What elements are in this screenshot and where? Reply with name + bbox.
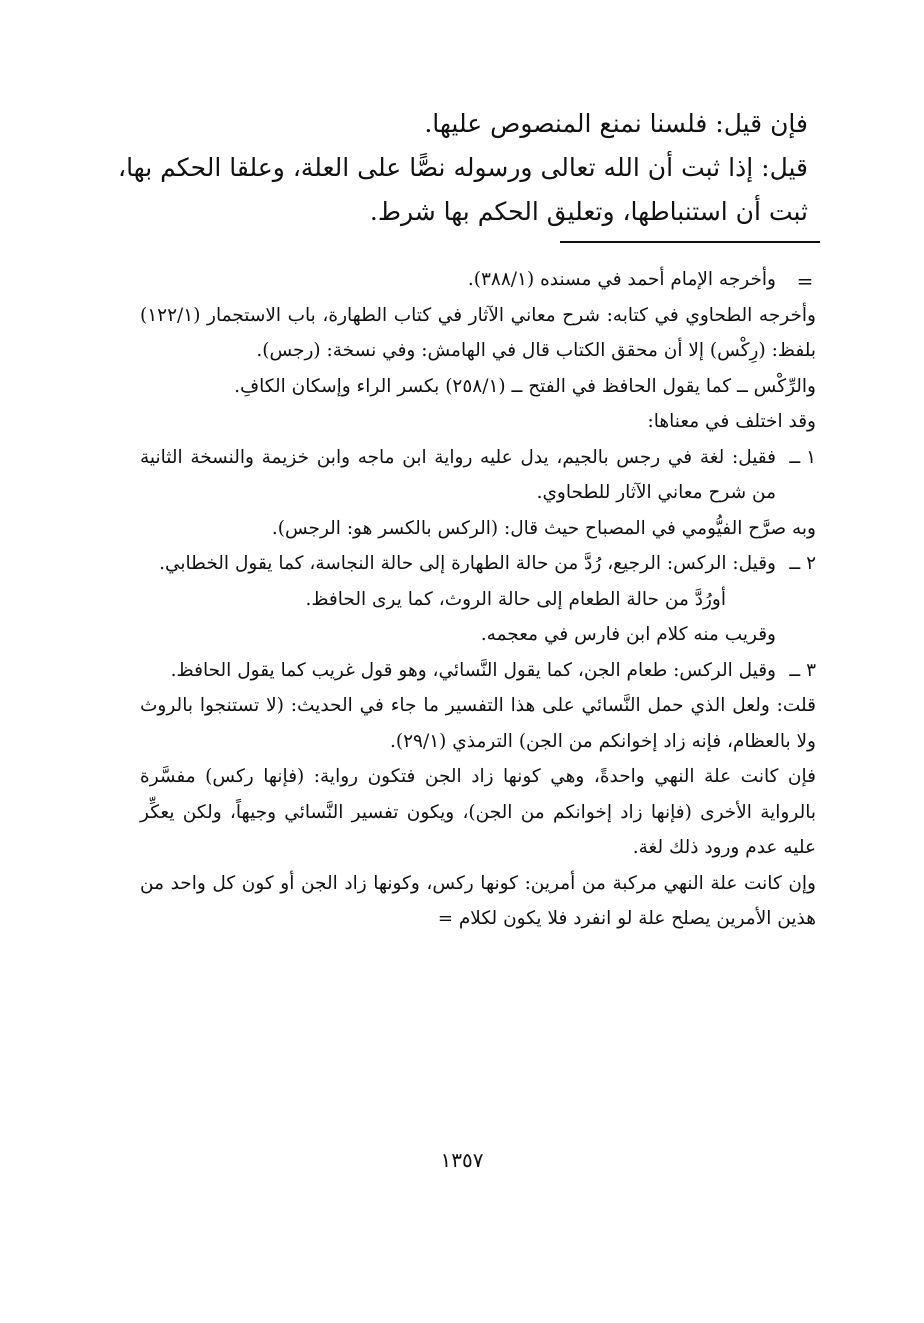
footnote-para-1: وأخرجه الإمام أحمد في مسنده (٣٨٨/١). [467, 269, 776, 290]
footnote-item-2 [140, 546, 816, 582]
footnote-separator [560, 241, 820, 243]
footnote-end-marker: = [437, 908, 453, 929]
footnote-para-6-text: وإن كانت علة النهي مركبة من أمرين: كونها ركس، وكونها زاد الجن أو كون كل واحد من هذين الأمرين يصلح علة لو انفرد فلا يكون لكلام [140, 872, 816, 929]
footnote-para-3: والرِّكْس ــ كما يقول الحافظ في الفتح ــ (٢٥٨/١) بكسر الراء وإسكان الكافِ. [234, 375, 816, 397]
main-text-line2: قيل: إذا ثبت أن الله تعالى ورسوله نصًّا على العلة، وعلقا الحكم بها، ثبت أن استنباطها، وتعليق الحكم بها شرط. [118, 153, 808, 226]
footnote-item-2-sub-1: أورُدَّ من حالة الطعام إلى حالة الروث، كما يرى الحافظ. [305, 588, 726, 610]
footnote-continuation-marker: = [796, 269, 814, 293]
footnote-item-1 [140, 440, 816, 511]
item-text: وقيل: الركس: الرجيع، رُدَّ من حالة الطهارة إلى حالة النجاسة، كما يقول الخطابي. [159, 553, 776, 574]
footnotes [140, 262, 816, 937]
footnote-para-4: وقد اختلف في معناها: [647, 411, 816, 432]
footnote-para-6 [140, 866, 816, 937]
item-text: فقيل: لغة في رجس بالجيم، يدل عليه رواية ابن ماجه وابن خزيمة والنسخة الثانية من شرح معاني الآثار للطحاوي. [140, 446, 776, 503]
item-number: ٢ ــ [789, 553, 816, 574]
item-number: ١ ــ [789, 446, 816, 468]
footnote-para-2: وأخرجه الطحاوي في كتابه: شرح معاني الآثار في كتاب الطهارة، باب الاستجمار (١٢٢/١) بلفظ: (رِكْس) إلا أن محقق الكتاب قال في الهامش: وفي نسخة: (رجس). [140, 304, 816, 361]
footnote-item-3-sub: قلت: ولعل الذي حمل النَّسائي على هذا التفسير ما جاء في الحديث: (لا تستنجوا بالروث ولا بالعظام، فإنه زاد إخوانكم من الجن) الترمذي (٢٩/١). [140, 695, 816, 752]
page-number: ١٣٥٧ [440, 1148, 484, 1172]
main-text-line1: فإن قيل: فلسنا نمنع المنصوص عليها. [424, 109, 808, 138]
footnote-item-1-sub: وبه صرَّح الفيُّومي في المصباح حيث قال: (الركس بالكسر هو: الرجس). [271, 517, 816, 539]
footnote-para-5: فإن كانت علة النهي واحدةً، وهي كونها زاد الجن فتكون رواية: (فإنها ركس) مفسَّرة بالرواية الأخرى (فإنها زاد إخوانكم من الجن)، ويكون تفسير النَّسائي وجيهاً، ولكن يعكِّر عليه عدم ورود ذلك لغة. [140, 766, 816, 858]
item-text: وقيل الركس: طعام الجن، كما يقول النَّسائي، وهو قول غريب كما يقول الحافظ. [170, 659, 776, 681]
footnote-item-3 [140, 653, 816, 689]
footnote-item-2-sub-2: وقريب منه كلام ابن فارس في معجمه. [480, 624, 776, 645]
item-number: ٣ ــ [789, 659, 816, 681]
main-text [118, 102, 808, 234]
